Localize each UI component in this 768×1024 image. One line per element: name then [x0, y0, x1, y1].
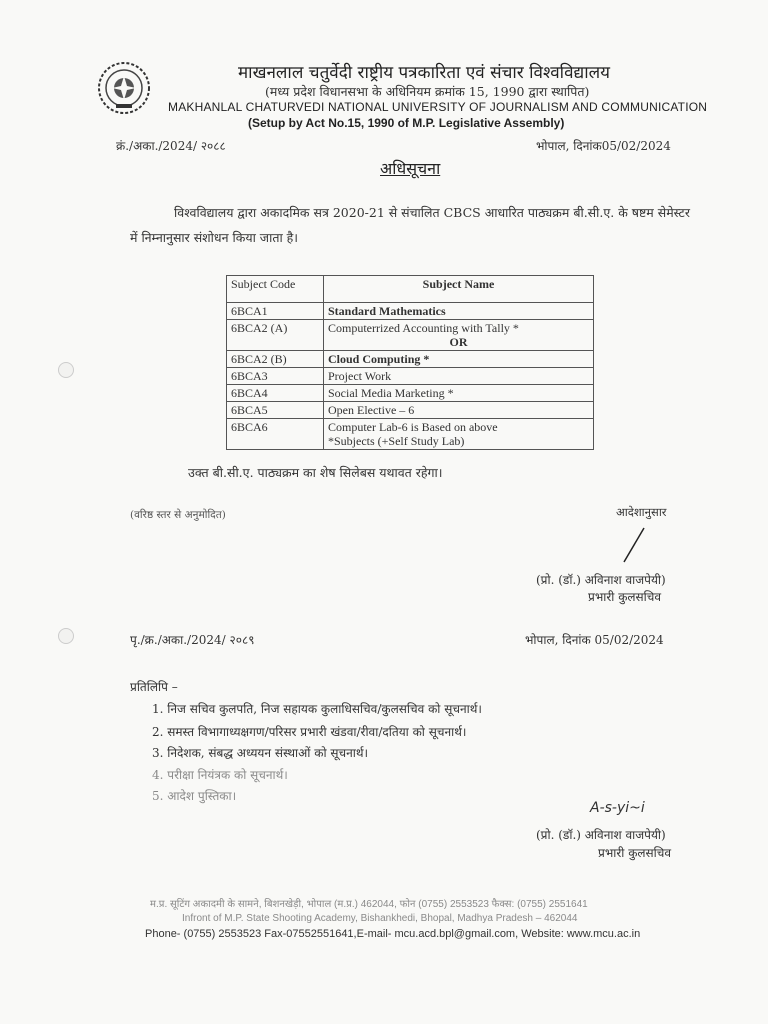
- column-header-name: Subject Name: [324, 276, 594, 303]
- table-row: [227, 320, 594, 351]
- subject-name: [324, 320, 594, 351]
- table-row: [227, 351, 594, 368]
- notification-heading: अधिसूचना: [380, 159, 441, 178]
- subject-code: 6BCA6: [227, 419, 324, 450]
- subject-code: 6BCA4: [227, 385, 324, 402]
- table-header-row: [227, 276, 594, 303]
- signatory-designation: प्रभारी कुलसचिव: [588, 590, 662, 604]
- copy-reference-number: पृ./क्र./अका./2024/ २०८९: [130, 633, 255, 647]
- copy-list-item: 3. निदेशक, संबद्ध अध्ययन संस्थाओं को सूचनार्थ।: [152, 746, 369, 760]
- footer-address-english: Infront of M.P. State Shooting Academy, Bishankhedi, Bhopal, Madhya Pradesh – 462044: [182, 913, 578, 924]
- table-row: [227, 303, 594, 320]
- subject-name-line: Computer Lab-6 is Based on above: [328, 420, 498, 434]
- subject-name: Standard Mathematics: [324, 303, 594, 320]
- university-english-title: MAKHANLAL CHATURVEDI NATIONAL UNIVERSITY OF JOURNALISM AND COMMUNICATION: [168, 100, 708, 114]
- subject-name: Cloud Computing *: [324, 351, 594, 368]
- subject-name: Project Work: [324, 368, 594, 385]
- subject-table: [226, 275, 594, 450]
- reference-date: भोपाल, दिनांक05/02/2024: [536, 139, 671, 153]
- subject-code: 6BCA3: [227, 368, 324, 385]
- table-row: [227, 368, 594, 385]
- approval-note: (वरिष्ठ स्तर से अनुमोदित): [130, 509, 226, 521]
- university-emblem-icon: [96, 60, 152, 116]
- copy-reference-date: भोपाल, दिनांक 05/02/2024: [525, 633, 664, 647]
- subject-code: 6BCA5: [227, 402, 324, 419]
- footer-contact: Phone- (0755) 2553523 Fax-07552551641,E-mail- mcu.acd.bpl@gmail.com, Website: www.mcu.ac.in: [145, 928, 641, 940]
- signature-mark-icon: [618, 526, 648, 566]
- handwritten-signature: A-s-yi~i: [590, 800, 645, 816]
- university-hindi-title: माखनलाल चतुर्वेदी राष्ट्रीय पत्रकारिता एवं संचार विश्वविद्यालय: [238, 63, 611, 83]
- signatory-designation-2: प्रभारी कुलसचिव: [598, 846, 672, 860]
- reference-number: क्रं./अका./2024/ २०८८: [116, 139, 226, 153]
- punch-hole: [58, 628, 74, 644]
- subject-name: [324, 419, 594, 450]
- subject-code: 6BCA2 (A): [227, 320, 324, 351]
- subject-name: Social Media Marketing *: [324, 385, 594, 402]
- table-row: [227, 385, 594, 402]
- footer-address-hindi: म.प्र. सूटिंग अकादमी के सामने, बिशनखेड़ी, भोपाल (म.प्र.) 462044, फोन (0755) 2553523 फैक्स: (0755) 2551641: [150, 899, 588, 910]
- subject-code: 6BCA1: [227, 303, 324, 320]
- subject-name-extra: *Subjects (+Self Study Lab): [328, 434, 465, 448]
- subject-name: Open Elective – 6: [324, 402, 594, 419]
- university-english-subtitle: (Setup by Act No.15, 1990 of M.P. Legislative Assembly): [248, 116, 565, 130]
- syllabus-note: उक्त बी.सी.ए. पाठ्यक्रम का शेष सिलेबस यथावत रहेगा।: [188, 465, 443, 480]
- punch-hole: [58, 362, 74, 378]
- subject-option-a: Computerrized Accounting with Tally *: [328, 321, 519, 335]
- signatory-name-2: (प्रो. (डॉ.) अविनाश वाजपेयी): [536, 828, 666, 842]
- copy-heading: प्रतिलिपि –: [130, 680, 178, 694]
- by-order-label: आदेशानुसार: [616, 505, 667, 519]
- university-hindi-subtitle: (मध्य प्रदेश विधानसभा के अधिनियम क्रमांक 15, 1990 द्वारा स्थापित): [265, 84, 590, 99]
- column-header-code: Subject Code: [227, 276, 324, 303]
- signatory-name: (प्रो. (डॉ.) अविनाश वाजपेयी): [536, 573, 666, 587]
- intro-paragraph: विश्वविद्यालय द्वारा अकादमिक सत्र 2020-21 से संचालित CBCS आधारित पाठ्यक्रम बी.सी.ए. के षष्टम सेमेस्टर में निम्नानुसार संशोधन किया जाता है।: [130, 205, 690, 245]
- table-row: [227, 419, 594, 450]
- copy-list-item: 4. परीक्षा नियंत्रक को सूचनार्थ।: [152, 768, 288, 782]
- copy-list-item: 1. निज सचिव कुलपति, निज सहायक कुलाधिसचिव/कुलसचिव को सूचनार्थ।: [152, 702, 482, 716]
- copy-list-item: 2. समस्त विभागाध्यक्षगण/परिसर प्रभारी खंडवा/रीवा/दतिया को सूचनार्थ।: [152, 725, 467, 739]
- or-separator: OR: [449, 335, 468, 349]
- table-row: [227, 402, 594, 419]
- subject-code: 6BCA2 (B): [227, 351, 324, 368]
- copy-list-item: 5. आदेश पुस्तिका।: [152, 789, 237, 803]
